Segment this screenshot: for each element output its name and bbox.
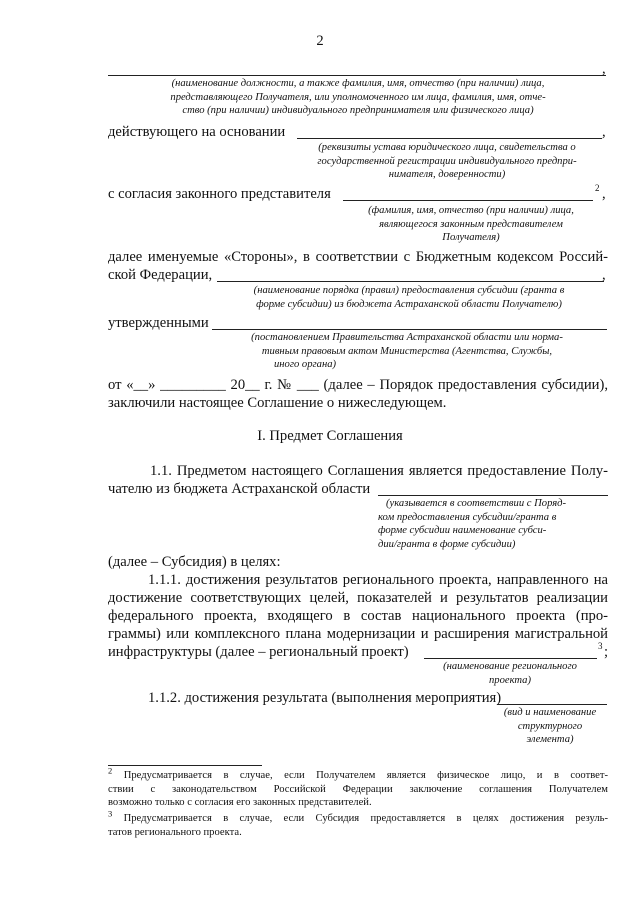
hint-line: иного органа) [274, 359, 337, 370]
approved-blank [212, 329, 607, 330]
hint-line: (фамилия, имя, отчество (при наличии) лица, [368, 205, 574, 216]
hint-line: (указывается в соответствии с Поряд- [386, 498, 567, 509]
procedure-blank [217, 281, 604, 282]
basis-blank [297, 138, 602, 139]
procedure-hint [210, 284, 608, 311]
hint-line: элемента) [526, 734, 574, 745]
subsidy-name-blank [378, 495, 608, 496]
hint-line: проекта) [488, 674, 531, 686]
hint-line: дии/гранта в форме субсидии) [378, 538, 516, 550]
hint-line: являющегося законным представителем [379, 218, 563, 230]
parties-line: далее именуемые «Стороны», в соответствии с Бюджетным кодексом Россий- [108, 249, 608, 265]
paragraph-1-1-1: инфраструктуры (далее – региональный проект) [108, 644, 409, 660]
footnote-line [108, 808, 608, 826]
subsidy-name-hint [378, 497, 610, 551]
hint-line: (вид и наименование [503, 707, 597, 718]
element-hint [490, 706, 610, 747]
paragraph-1-1-1: граммы) или комплексного плана модернизации и расширения магистральной [108, 626, 608, 642]
regional-project-hint [420, 660, 600, 687]
consent-label: с согласия законного представителя [108, 186, 331, 202]
comma: , [602, 124, 606, 140]
footnote-line: возможно только с согласия его законных представителей. [108, 797, 372, 808]
hint-line: Получателя) [442, 232, 500, 243]
approved-hint [206, 331, 608, 372]
regional-project-blank [424, 658, 597, 659]
footnote-2 [108, 765, 608, 810]
comma: , [602, 61, 606, 77]
approved-label: утвержденными [108, 315, 209, 331]
footnote-ref: 3 [598, 641, 603, 651]
signatory-hint [108, 77, 608, 118]
paragraph-1-1-1: федерального проекта, входящего в состав национального проекта (про- [108, 608, 608, 624]
hint-line: представляющего Получателя, или уполномоченного им лица, фамилия, имя, отче- [170, 91, 546, 103]
comma: , [602, 186, 606, 202]
basis-hint [286, 141, 608, 182]
hint-line: нимателя, доверенности) [388, 169, 506, 180]
footnote-separator [108, 765, 262, 766]
concluded-line: заключили настоящее Соглашение о нижеследующем. [108, 395, 447, 411]
hint-line: (наименование порядка (правил) предоставления субсидии (гранта в [253, 285, 565, 296]
footnote-text: Предусматривается в случае, если Субсидия предоставляется в целях достижения резуль- [123, 813, 608, 824]
purpose-line: (далее – Субсидия) в целях: [108, 554, 281, 570]
section-title: I. Предмет Соглашения [257, 428, 403, 444]
hint-line: ство (при наличии) индивидуального предпринимателя или физического лица) [182, 105, 534, 116]
hint-line: форме субсидии наименование субси- [378, 525, 547, 536]
comma: , [602, 267, 606, 283]
hint-line: государственной регистрации индивидуального предпри- [317, 155, 577, 167]
hint-line: ком предоставления субсидии/гранта в [378, 511, 557, 523]
paragraph-1-1-1: достижение соответствующих целей, показателей и результатов реализации [108, 590, 608, 606]
footnote-line: ствии с законодательством Российской Федерации заключение соглашения Получателем [108, 783, 608, 795]
footnote-text: Предусматривается в случае, если Получателем является физическое лицо, и в соответ- [123, 770, 608, 781]
footnote-3 [108, 808, 608, 839]
hint-line: структурного [517, 720, 583, 732]
hint-line: (наименование регионального [443, 661, 577, 672]
signatory-blank [108, 75, 606, 76]
date-line: от «__» _________ 20__ г. № ___ (далее – Порядок предоставления субсидии), [108, 377, 608, 393]
paragraph-1-1-1: 1.1.1. достижения результатов регионального проекта, направленного на [148, 572, 608, 588]
footnote-ref: 2 [595, 183, 600, 193]
paragraph-1-1-2: 1.1.2. достижения результата (выполнения мероприятия) [148, 690, 502, 706]
paragraph-1-1: чателю из бюджета Астраханской области [108, 481, 371, 497]
hint-line: тивным правовым актом Министерства (Агентства, Службы, [261, 345, 553, 357]
representative-hint [340, 204, 602, 245]
paragraph-1-1: 1.1. Предметом настоящего Соглашения является предоставление Полу- [150, 463, 608, 479]
footnote-line [108, 765, 608, 783]
footnote-line: татов регионального проекта. [108, 826, 242, 838]
element-blank [497, 704, 607, 705]
basis-label: действующего на основании [108, 124, 286, 140]
hint-line: (реквизиты устава юридического лица, свидетельства о [318, 142, 576, 153]
footnote-mark: 2 [108, 765, 113, 776]
parties-line: ской Федерации, [108, 267, 213, 283]
hint-line: форме субсидии) из бюджета Астраханской области Получателю) [256, 298, 562, 310]
representative-blank [343, 200, 593, 201]
semicolon: ; [604, 644, 609, 660]
page-number: 2 [316, 33, 324, 49]
footnote-mark: 3 [108, 808, 113, 819]
hint-line: (наименование должности, а также фамилия, имя, отчество (при наличии) лица, [171, 78, 545, 89]
hint-line: (постановлением Правительства Астраханской области или норма- [251, 332, 563, 343]
